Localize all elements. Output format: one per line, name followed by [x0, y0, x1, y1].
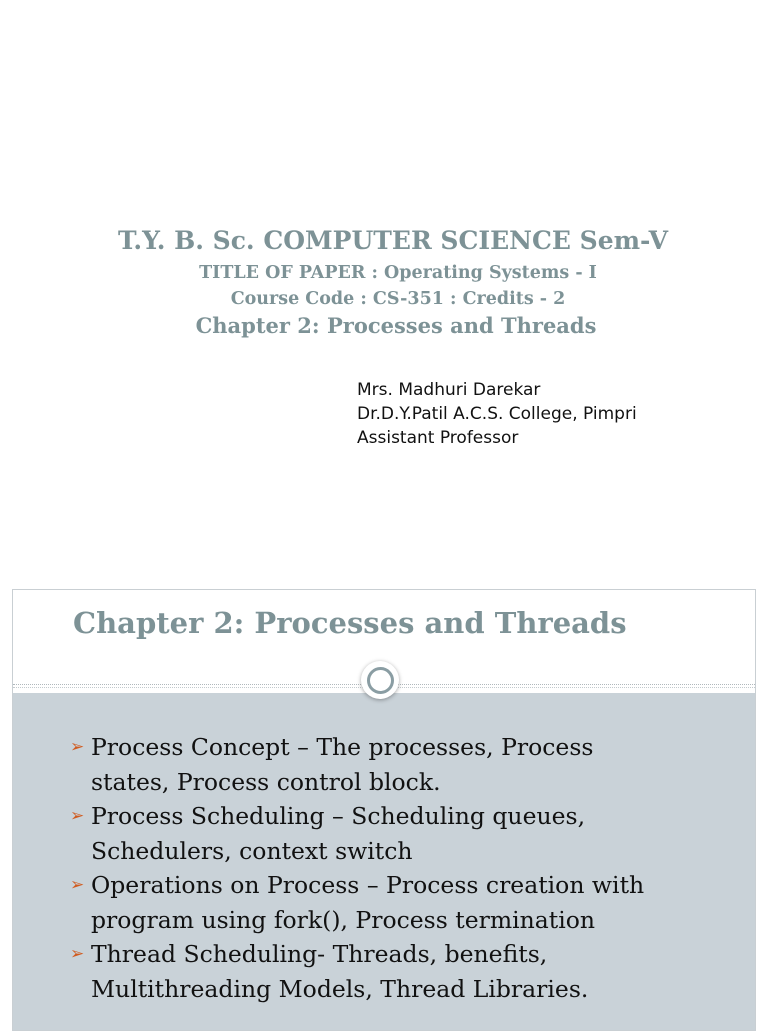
chapter-heading: Chapter 2: Processes and Threads: [195, 313, 597, 338]
course-title: T.Y. B. Sc. COMPUTER SCIENCE Sem-V: [118, 226, 668, 255]
list-item: [71, 868, 721, 937]
bullet-line: Schedulers, context switch: [91, 836, 413, 865]
course-code-line: Course Code : CS-351 : Credits - 2: [230, 289, 566, 309]
author-role: Assistant Professor: [357, 428, 519, 448]
arrow-bullet-icon: ➢: [70, 875, 85, 895]
author-block: [357, 378, 637, 450]
ring-inner: [367, 667, 394, 694]
bullet-line: Process Scheduling – Scheduling queues,: [91, 802, 586, 830]
bullet-line: Multithreading Models, Thread Libraries.: [91, 974, 589, 1003]
arrow-bullet-icon: ➢: [70, 944, 85, 964]
paper-title-line: TITLE OF PAPER : Operating Systems - I: [199, 263, 597, 283]
author-college: Dr.D.Y.Patil A.C.S. College, Pimpri: [357, 404, 637, 424]
list-item: [71, 730, 721, 799]
slide-title: Chapter 2: Processes and Threads: [73, 606, 627, 640]
author-name: Mrs. Madhuri Darekar: [357, 380, 541, 400]
arrow-bullet-icon: ➢: [70, 806, 85, 826]
list-item: [71, 799, 721, 868]
topic-list: [71, 730, 721, 1006]
bullet-line: Thread Scheduling- Threads, benefits,: [91, 940, 548, 968]
contents-slide: [12, 589, 756, 1031]
arrow-bullet-icon: ➢: [70, 737, 85, 757]
list-item: [71, 937, 721, 1006]
bullet-line: Process Concept – The processes, Process: [91, 733, 594, 761]
content-panel: [13, 693, 755, 1030]
bullet-line: states, Process control block.: [91, 767, 441, 796]
bullet-line: program using fork(), Process termination: [91, 905, 596, 934]
ring-ornament-icon: [361, 661, 399, 699]
bullet-line: Operations on Process – Process creation with: [91, 871, 645, 899]
